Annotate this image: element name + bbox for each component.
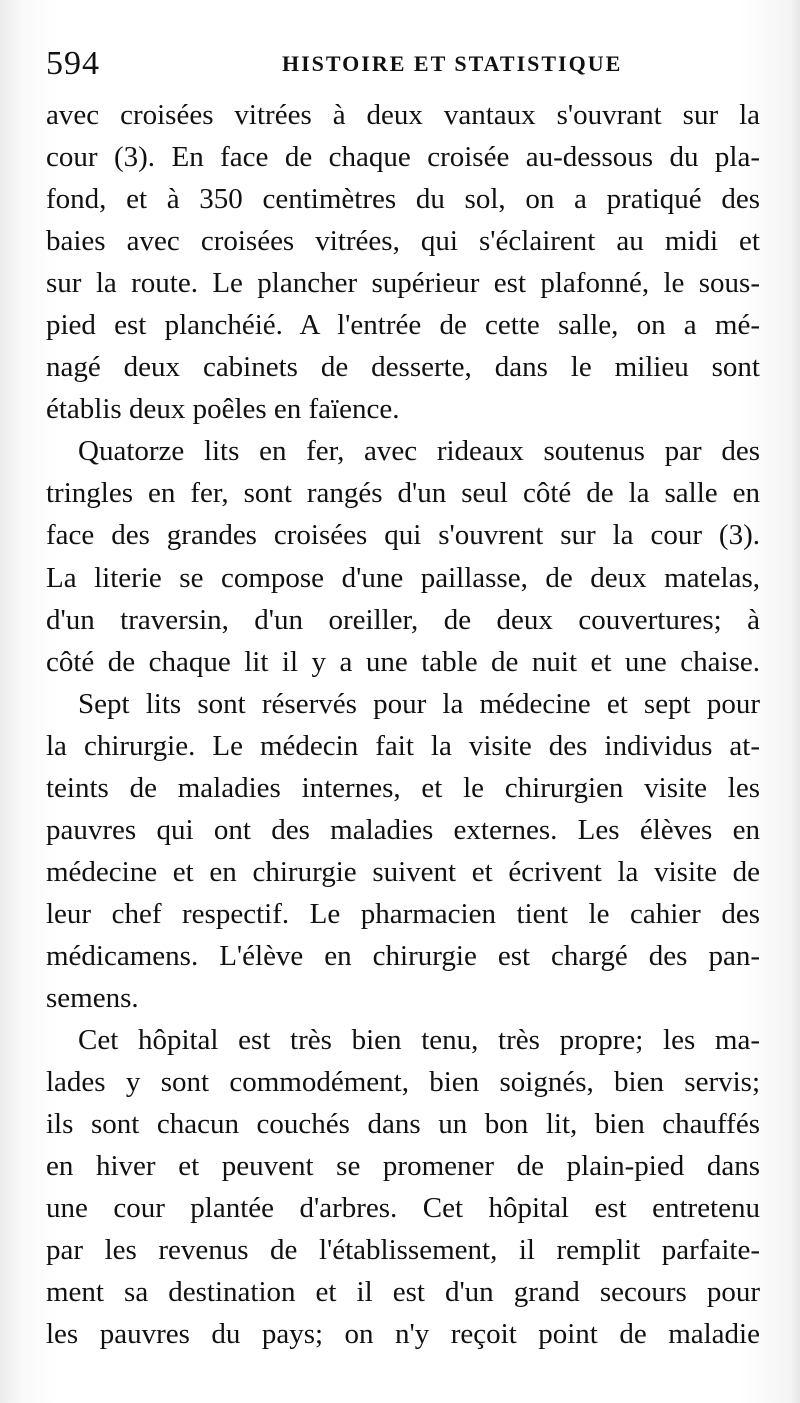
text-line: baies avec croisées vitrées, qui s'éclairent au midi et [46,225,760,258]
text-line: tringles en fer, sont rangés d'un seul côté de la salle en [46,477,760,510]
text-line: semens. [46,981,139,1014]
text-line: avec croisées vitrées à deux vantaux s'ouvrant sur la [46,99,760,131]
page-header [46,42,760,86]
text-line: en hiver et peuvent se promener de plain-pied dans [46,1150,760,1183]
paragraph-start-line: Quatorze lits en fer, avec rideaux soutenus par des [78,435,760,468]
text-line: médecine et en chirurgie suivent et écrivent la visite de [46,855,760,888]
text-line: la chirurgie. Le médecin fait la visite des individus at- [46,729,760,762]
text-line: La literie se compose d'une paillasse, de deux matelas, [46,561,760,594]
running-head: HISTOIRE ET STATISTIQUE [282,51,623,76]
paragraph-start-line: Sept lits sont réservés pour la médecine et sept pour [78,687,760,720]
page-number: 594 [46,45,100,82]
text-line: leur chef respectif. Le pharmacien tient le cahier des [46,897,760,930]
body-text [46,94,760,1355]
text-line: lades y sont commodément, bien soignés, bien servis; [46,1066,760,1099]
text-line: fond, et à 350 centimètres du sol, on a pratiqué des [46,183,760,216]
text-line: ils sont chacun couchés dans un bon lit, bien chauffés [46,1108,760,1141]
text-line: cour (3). En face de chaque croisée au-dessous du pla- [46,141,760,174]
text-line: sur la route. Le plancher supérieur est plafonné, le sous- [46,267,760,300]
text-line: par les revenus de l'établissement, il remplit parfaite- [46,1234,760,1267]
text-line: ment sa destination et il est d'un grand secours pour [46,1276,760,1309]
text-line: côté de chaque lit il y a une table de nuit et une chaise. [46,645,760,678]
text-line: les pauvres du pays; on n'y reçoit point de maladie [46,1318,760,1351]
text-line: établis deux poêles en faïence. [46,393,400,426]
paragraph-start-line: Cet hôpital est très bien tenu, très propre; les ma- [78,1024,760,1057]
text-line: médicamens. L'élève en chirurgie est chargé des pan- [46,939,760,972]
text-line: teints de maladies internes, et le chirurgien visite les [46,771,760,804]
text-line: nagé deux cabinets de desserte, dans le milieu sont [46,351,760,384]
text-line: d'un traversin, d'un oreiller, de deux couvertures; à [46,603,760,636]
text-line: pauvres qui ont des maladies externes. Les élèves en [46,813,760,846]
text-line: face des grandes croisées qui s'ouvrent sur la cour (3). [46,519,760,552]
text-line: pied est planchéié. A l'entrée de cette salle, on a mé- [46,309,760,342]
text-line: une cour plantée d'arbres. Cet hôpital est entretenu [46,1192,760,1225]
